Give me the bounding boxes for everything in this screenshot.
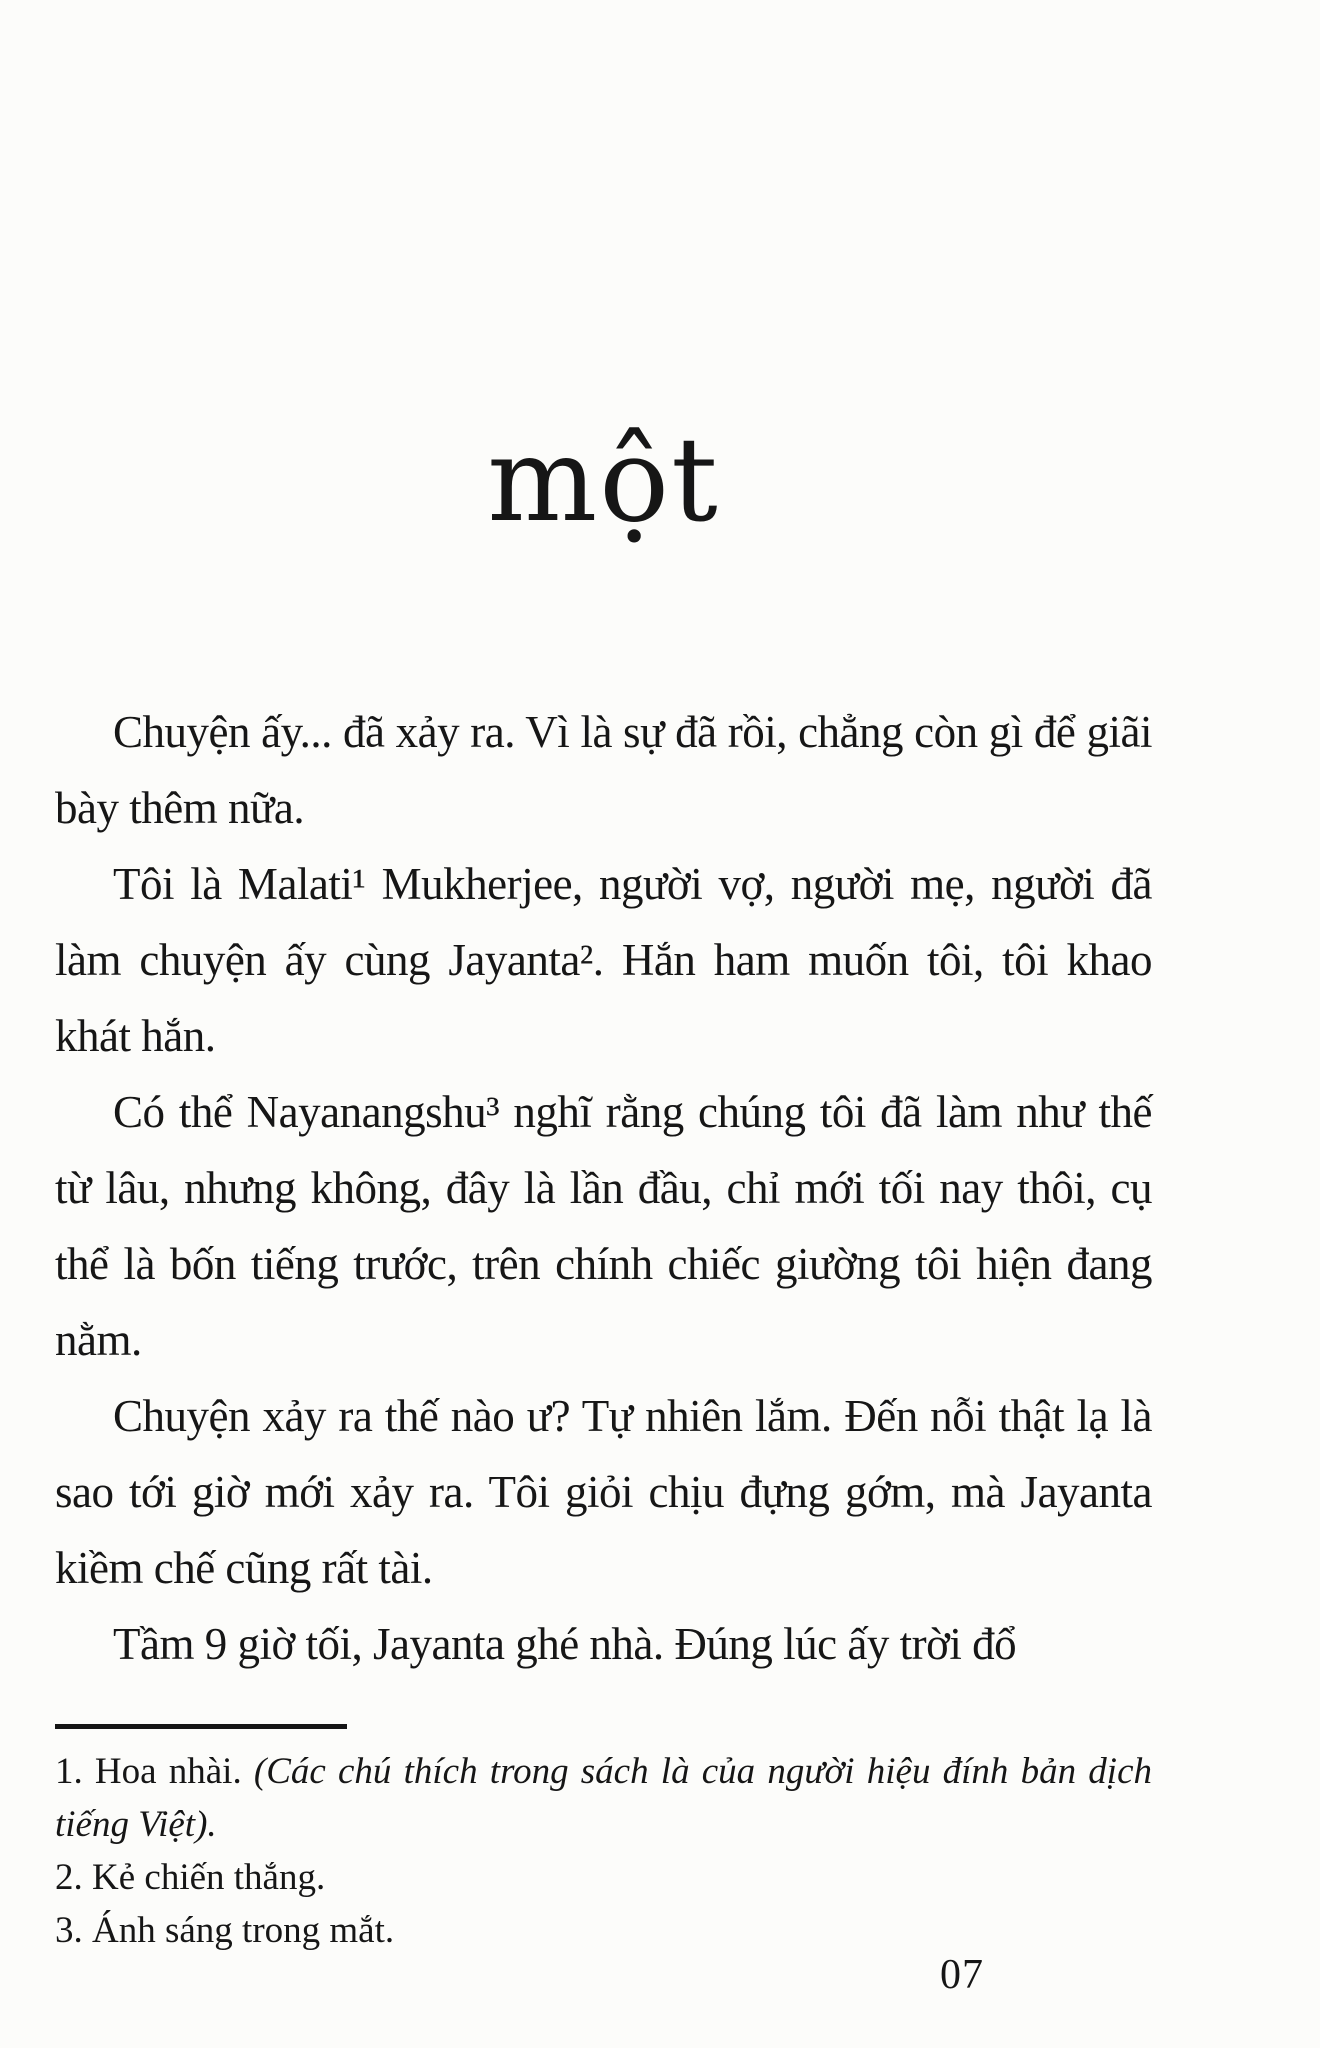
footnote-text: 3. Ánh sáng trong mắt. bbox=[55, 1910, 395, 1951]
body-paragraph: Chuyện xảy ra thế nào ư? Tự nhiên lắm. Đến nỗi thật lạ là sao tới giờ mới xảy ra. Tôi giỏi chịu đựng gớm, mà Jayanta kiềm chế cũng rất tài. bbox=[55, 1391, 1152, 1593]
footnote-text: 1. Hoa nhài. bbox=[55, 1751, 254, 1792]
body-text bbox=[55, 694, 1152, 1682]
footnote bbox=[55, 1851, 1152, 1904]
footnote-text: 2. Kẻ chiến thắng. bbox=[55, 1857, 326, 1898]
body-paragraph: Có thể Nayanangshu³ nghĩ rằng chúng tôi đã làm như thế từ lâu, nhưng không, đây là lần đầu, chỉ mới tối nay thôi, cụ thể là bốn tiếng trước, trên chính chiếc giường tôi hiện đang nằm. bbox=[55, 1087, 1152, 1365]
body-paragraph: Tầm 9 giờ tối, Jayanta ghé nhà. Đúng lúc ấy trời đổ bbox=[113, 1619, 1017, 1669]
body-paragraph: Tôi là Malati¹ Mukherjee, người vợ, người mẹ, người đã làm chuyện ấy cùng Jayanta². Hắn ham muốn tôi, tôi khao khát hắn. bbox=[55, 859, 1152, 1061]
page-content bbox=[55, 0, 1152, 2048]
footnote bbox=[55, 1745, 1152, 1851]
footnote-text-italic: (Các chú thích trong sách là của người hiệu đính bản dịch tiếng Việt). bbox=[55, 1751, 1152, 1845]
footnote-divider bbox=[55, 1724, 347, 1729]
footnote bbox=[55, 1904, 1152, 1957]
footnotes-section bbox=[55, 1724, 1152, 1957]
page-number: 07 bbox=[940, 1952, 984, 1998]
chapter-title: một bbox=[487, 413, 720, 548]
body-paragraph: Chuyện ấy... đã xảy ra. Vì là sự đã rồi, chẳng còn gì để giãi bày thêm nữa. bbox=[55, 707, 1152, 833]
